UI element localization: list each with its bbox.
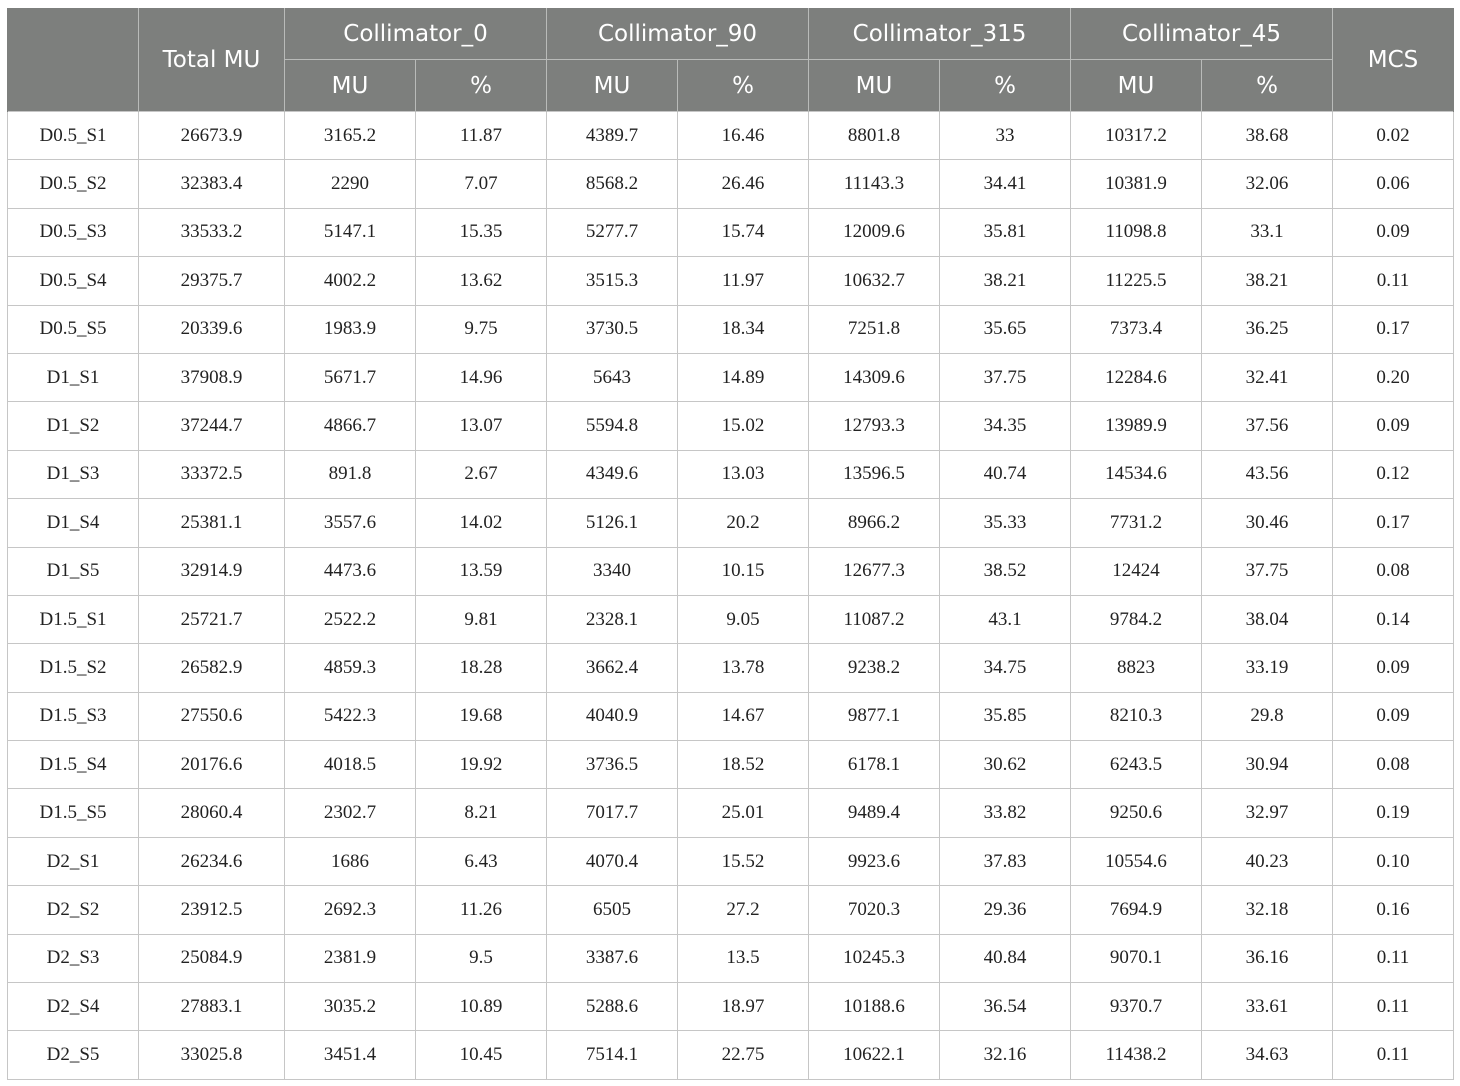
collimator-0-mu-cell: 3035.2: [285, 983, 416, 1031]
collimator-45-mu-cell: 11225.5: [1071, 257, 1202, 305]
collimator-45-percent-cell: 43.56: [1202, 450, 1333, 498]
collimator-315-mu-cell: 12009.6: [809, 208, 940, 256]
collimator-0-percent-cell: 9.5: [416, 934, 547, 982]
plan-name-cell: D1_S5: [8, 547, 139, 595]
subheader-percent: %: [416, 60, 547, 112]
collimator-45-mu-cell: 9070.1: [1071, 934, 1202, 982]
collimator-45-percent-cell: 33.1: [1202, 208, 1333, 256]
collimator-90-mu-cell: 3515.3: [547, 257, 678, 305]
table-row: [8, 934, 1454, 982]
collimator-0-mu-cell: 5147.1: [285, 208, 416, 256]
total-mu-cell: 33533.2: [139, 208, 285, 256]
collimator-45-percent-cell: 36.25: [1202, 305, 1333, 353]
table-row: [8, 1031, 1454, 1079]
table-row: [8, 257, 1454, 305]
collimator-45-mu-cell: 11098.8: [1071, 208, 1202, 256]
collimator-0-mu-cell: 2290: [285, 160, 416, 208]
collimator-0-mu-cell: 2692.3: [285, 886, 416, 934]
total-mu-cell: 33372.5: [139, 450, 285, 498]
collimator-90-percent-cell: 14.89: [678, 353, 809, 401]
collimator-315-percent-cell: 34.75: [940, 644, 1071, 692]
mcs-cell: 0.09: [1333, 208, 1454, 256]
collimator-315-percent-cell: 40.84: [940, 934, 1071, 982]
collimator-315-percent-cell: 30.62: [940, 741, 1071, 789]
subheader-percent: %: [940, 60, 1071, 112]
total-mu-cell: 27883.1: [139, 983, 285, 1031]
plan-name-cell: D2_S5: [8, 1031, 139, 1079]
mcs-cell: 0.09: [1333, 692, 1454, 740]
table-row: [8, 741, 1454, 789]
collimator-0-mu-cell: 2522.2: [285, 595, 416, 643]
plan-name-cell: D1.5_S2: [8, 644, 139, 692]
collimator-0-mu-cell: 2302.7: [285, 789, 416, 837]
collimator-45-mu-cell: 14534.6: [1071, 450, 1202, 498]
collimator-45-mu-cell: 9370.7: [1071, 983, 1202, 1031]
collimator-90-mu-cell: 5594.8: [547, 402, 678, 450]
total-mu-cell: 23912.5: [139, 886, 285, 934]
collimator-90-mu-cell: 5643: [547, 353, 678, 401]
plan-name-cell: D1_S4: [8, 499, 139, 547]
total-mu-cell: 32383.4: [139, 160, 285, 208]
collimator-315-percent-cell: 33.82: [940, 789, 1071, 837]
table-row: [8, 644, 1454, 692]
header-collimator-0: Collimator_0: [285, 8, 547, 60]
collimator-315-percent-cell: 38.52: [940, 547, 1071, 595]
collimator-315-mu-cell: 7020.3: [809, 886, 940, 934]
collimator-315-mu-cell: 12793.3: [809, 402, 940, 450]
collimator-90-percent-cell: 20.2: [678, 499, 809, 547]
total-mu-cell: 37908.9: [139, 353, 285, 401]
collimator-45-percent-cell: 38.21: [1202, 257, 1333, 305]
plan-name-cell: D0.5_S1: [8, 112, 139, 160]
collimator-45-percent-cell: 36.16: [1202, 934, 1333, 982]
collimator-315-percent-cell: 40.74: [940, 450, 1071, 498]
collimator-90-percent-cell: 15.74: [678, 208, 809, 256]
collimator-0-mu-cell: 3165.2: [285, 112, 416, 160]
table-row: [8, 692, 1454, 740]
collimator-315-percent-cell: 35.81: [940, 208, 1071, 256]
total-mu-cell: 25084.9: [139, 934, 285, 982]
collimator-0-percent-cell: 11.26: [416, 886, 547, 934]
mcs-cell: 0.17: [1333, 499, 1454, 547]
header-collimator-45: Collimator_45: [1071, 8, 1333, 60]
collimator-315-percent-cell: 38.21: [940, 257, 1071, 305]
collimator-45-mu-cell: 8210.3: [1071, 692, 1202, 740]
plan-name-cell: D1.5_S1: [8, 595, 139, 643]
collimator-0-percent-cell: 15.35: [416, 208, 547, 256]
collimator-0-percent-cell: 9.81: [416, 595, 547, 643]
plan-name-cell: D2_S1: [8, 837, 139, 885]
collimator-45-percent-cell: 29.8: [1202, 692, 1333, 740]
collimator-90-percent-cell: 9.05: [678, 595, 809, 643]
plan-name-cell: D1.5_S5: [8, 789, 139, 837]
collimator-0-mu-cell: 4473.6: [285, 547, 416, 595]
collimator-90-mu-cell: 6505: [547, 886, 678, 934]
table-row: [8, 499, 1454, 547]
collimator-90-mu-cell: 3730.5: [547, 305, 678, 353]
collimator-0-percent-cell: 19.92: [416, 741, 547, 789]
header-collimator-315: Collimator_315: [809, 8, 1071, 60]
collimator-0-percent-cell: 13.59: [416, 547, 547, 595]
collimator-45-percent-cell: 34.63: [1202, 1031, 1333, 1079]
table-row: [8, 789, 1454, 837]
mcs-cell: 0.19: [1333, 789, 1454, 837]
collimator-90-mu-cell: 5288.6: [547, 983, 678, 1031]
collimator-90-mu-cell: 4070.4: [547, 837, 678, 885]
collimator-315-mu-cell: 10245.3: [809, 934, 940, 982]
collimator-45-mu-cell: 11438.2: [1071, 1031, 1202, 1079]
collimator-0-mu-cell: 5671.7: [285, 353, 416, 401]
plan-name-cell: D1_S1: [8, 353, 139, 401]
collimator-90-mu-cell: 4040.9: [547, 692, 678, 740]
collimator-0-mu-cell: 3451.4: [285, 1031, 416, 1079]
collimator-90-percent-cell: 27.2: [678, 886, 809, 934]
table-row: [8, 402, 1454, 450]
collimator-0-mu-cell: 4018.5: [285, 741, 416, 789]
collimator-315-percent-cell: 35.33: [940, 499, 1071, 547]
table-row: [8, 208, 1454, 256]
collimator-45-percent-cell: 33.61: [1202, 983, 1333, 1031]
collimator-315-percent-cell: 37.75: [940, 353, 1071, 401]
total-mu-cell: 27550.6: [139, 692, 285, 740]
collimator-315-mu-cell: 7251.8: [809, 305, 940, 353]
collimator-315-percent-cell: 43.1: [940, 595, 1071, 643]
subheader-mu: MU: [1071, 60, 1202, 112]
collimator-315-mu-cell: 10622.1: [809, 1031, 940, 1079]
collimator-0-mu-cell: 4002.2: [285, 257, 416, 305]
plan-name-cell: D1.5_S4: [8, 741, 139, 789]
collimator-315-percent-cell: 34.35: [940, 402, 1071, 450]
collimator-45-percent-cell: 30.46: [1202, 499, 1333, 547]
table-row: [8, 837, 1454, 885]
table-row: [8, 353, 1454, 401]
plan-name-cell: D1.5_S3: [8, 692, 139, 740]
header-total-mu: Total MU: [139, 8, 285, 112]
subheader-mu: MU: [809, 60, 940, 112]
header-blank-cell: [8, 8, 139, 112]
collimator-0-percent-cell: 14.02: [416, 499, 547, 547]
collimator-0-percent-cell: 2.67: [416, 450, 547, 498]
collimator-45-mu-cell: 8823: [1071, 644, 1202, 692]
collimator-315-mu-cell: 9923.6: [809, 837, 940, 885]
collimator-90-percent-cell: 13.78: [678, 644, 809, 692]
table-row: [8, 160, 1454, 208]
collimator-90-mu-cell: 4389.7: [547, 112, 678, 160]
total-mu-cell: 20176.6: [139, 741, 285, 789]
collimator-315-percent-cell: 29.36: [940, 886, 1071, 934]
mcs-cell: 0.09: [1333, 644, 1454, 692]
collimator-0-percent-cell: 10.89: [416, 983, 547, 1031]
mcs-cell: 0.17: [1333, 305, 1454, 353]
collimator-45-mu-cell: 9250.6: [1071, 789, 1202, 837]
collimator-315-percent-cell: 34.41: [940, 160, 1071, 208]
collimator-0-percent-cell: 11.87: [416, 112, 547, 160]
collimator-0-mu-cell: 3557.6: [285, 499, 416, 547]
mcs-cell: 0.08: [1333, 741, 1454, 789]
collimator-315-mu-cell: 8966.2: [809, 499, 940, 547]
collimator-90-percent-cell: 18.34: [678, 305, 809, 353]
table-row: [8, 595, 1454, 643]
collimator-0-mu-cell: 1983.9: [285, 305, 416, 353]
collimator-0-mu-cell: 4866.7: [285, 402, 416, 450]
collimator-45-mu-cell: 6243.5: [1071, 741, 1202, 789]
collimator-45-percent-cell: 32.18: [1202, 886, 1333, 934]
total-mu-cell: 25721.7: [139, 595, 285, 643]
collimator-0-mu-cell: 4859.3: [285, 644, 416, 692]
collimator-315-mu-cell: 12677.3: [809, 547, 940, 595]
collimator-0-mu-cell: 891.8: [285, 450, 416, 498]
mcs-cell: 0.09: [1333, 402, 1454, 450]
collimator-90-percent-cell: 15.52: [678, 837, 809, 885]
collimator-90-percent-cell: 10.15: [678, 547, 809, 595]
collimator-315-mu-cell: 11143.3: [809, 160, 940, 208]
collimator-0-mu-cell: 5422.3: [285, 692, 416, 740]
subheader-mu: MU: [547, 60, 678, 112]
collimator-0-percent-cell: 7.07: [416, 160, 547, 208]
plan-name-cell: D2_S4: [8, 983, 139, 1031]
collimator-90-mu-cell: 7017.7: [547, 789, 678, 837]
collimator-45-mu-cell: 12424: [1071, 547, 1202, 595]
subheader-mu: MU: [285, 60, 416, 112]
collimator-90-mu-cell: 5277.7: [547, 208, 678, 256]
collimator-0-mu-cell: 1686: [285, 837, 416, 885]
plan-name-cell: D1_S2: [8, 402, 139, 450]
collimator-45-percent-cell: 32.41: [1202, 353, 1333, 401]
collimator-45-percent-cell: 33.19: [1202, 644, 1333, 692]
collimator-45-mu-cell: 10317.2: [1071, 112, 1202, 160]
collimator-90-percent-cell: 22.75: [678, 1031, 809, 1079]
collimator-90-mu-cell: 7514.1: [547, 1031, 678, 1079]
subheader-percent: %: [678, 60, 809, 112]
mcs-cell: 0.02: [1333, 112, 1454, 160]
collimator-45-percent-cell: 32.97: [1202, 789, 1333, 837]
collimator-90-mu-cell: 3340: [547, 547, 678, 595]
collimator-45-mu-cell: 12284.6: [1071, 353, 1202, 401]
collimator-90-percent-cell: 11.97: [678, 257, 809, 305]
collimator-90-percent-cell: 18.52: [678, 741, 809, 789]
table-header: [8, 8, 1454, 112]
collimator-315-mu-cell: 9489.4: [809, 789, 940, 837]
collimator-45-percent-cell: 37.75: [1202, 547, 1333, 595]
mcs-cell: 0.08: [1333, 547, 1454, 595]
collimator-45-percent-cell: 32.06: [1202, 160, 1333, 208]
total-mu-cell: 26673.9: [139, 112, 285, 160]
table-row: [8, 305, 1454, 353]
total-mu-cell: 20339.6: [139, 305, 285, 353]
total-mu-cell: 33025.8: [139, 1031, 285, 1079]
plan-name-cell: D1_S3: [8, 450, 139, 498]
collimator-0-percent-cell: 10.45: [416, 1031, 547, 1079]
collimator-315-percent-cell: 33: [940, 112, 1071, 160]
collimator-315-percent-cell: 35.85: [940, 692, 1071, 740]
total-mu-cell: 32914.9: [139, 547, 285, 595]
collimator-45-mu-cell: 13989.9: [1071, 402, 1202, 450]
table-row: [8, 983, 1454, 1031]
collimator-45-percent-cell: 37.56: [1202, 402, 1333, 450]
plan-name-cell: D0.5_S4: [8, 257, 139, 305]
collimator-0-percent-cell: 13.07: [416, 402, 547, 450]
total-mu-cell: 26582.9: [139, 644, 285, 692]
collimator-45-percent-cell: 40.23: [1202, 837, 1333, 885]
collimator-90-mu-cell: 5126.1: [547, 499, 678, 547]
collimator-0-percent-cell: 19.68: [416, 692, 547, 740]
plan-name-cell: D0.5_S2: [8, 160, 139, 208]
collimator-45-percent-cell: 30.94: [1202, 741, 1333, 789]
collimator-0-percent-cell: 6.43: [416, 837, 547, 885]
collimator-315-mu-cell: 11087.2: [809, 595, 940, 643]
collimator-0-percent-cell: 13.62: [416, 257, 547, 305]
collimator-90-mu-cell: 3387.6: [547, 934, 678, 982]
header-mcs: MCS: [1333, 8, 1454, 112]
table-row: [8, 112, 1454, 160]
mcs-cell: 0.11: [1333, 1031, 1454, 1079]
collimator-0-percent-cell: 18.28: [416, 644, 547, 692]
collimator-45-mu-cell: 7373.4: [1071, 305, 1202, 353]
collimator-315-mu-cell: 6178.1: [809, 741, 940, 789]
collimator-90-mu-cell: 4349.6: [547, 450, 678, 498]
table-row: [8, 547, 1454, 595]
plan-name-cell: D2_S2: [8, 886, 139, 934]
collimator-90-percent-cell: 13.03: [678, 450, 809, 498]
mcs-cell: 0.20: [1333, 353, 1454, 401]
mcs-cell: 0.11: [1333, 983, 1454, 1031]
collimator-315-percent-cell: 32.16: [940, 1031, 1071, 1079]
mcs-cell: 0.10: [1333, 837, 1454, 885]
collimator-315-percent-cell: 36.54: [940, 983, 1071, 1031]
plan-name-cell: D0.5_S5: [8, 305, 139, 353]
collimator-45-mu-cell: 7731.2: [1071, 499, 1202, 547]
collimator-315-mu-cell: 13596.5: [809, 450, 940, 498]
plan-name-cell: D2_S3: [8, 934, 139, 982]
subheader-percent: %: [1202, 60, 1333, 112]
collimator-45-mu-cell: 9784.2: [1071, 595, 1202, 643]
collimator-45-mu-cell: 7694.9: [1071, 886, 1202, 934]
total-mu-cell: 29375.7: [139, 257, 285, 305]
collimator-90-percent-cell: 25.01: [678, 789, 809, 837]
collimator-315-mu-cell: 8801.8: [809, 112, 940, 160]
collimator-90-mu-cell: 3736.5: [547, 741, 678, 789]
collimator-315-mu-cell: 10188.6: [809, 983, 940, 1031]
collimator-0-mu-cell: 2381.9: [285, 934, 416, 982]
collimator-90-mu-cell: 3662.4: [547, 644, 678, 692]
collimator-315-percent-cell: 35.65: [940, 305, 1071, 353]
collimator-315-mu-cell: 14309.6: [809, 353, 940, 401]
collimator-90-percent-cell: 26.46: [678, 160, 809, 208]
collimator-90-percent-cell: 14.67: [678, 692, 809, 740]
collimator-315-mu-cell: 9238.2: [809, 644, 940, 692]
collimator-90-percent-cell: 16.46: [678, 112, 809, 160]
total-mu-cell: 25381.1: [139, 499, 285, 547]
mcs-cell: 0.06: [1333, 160, 1454, 208]
mcs-cell: 0.12: [1333, 450, 1454, 498]
collimator-45-percent-cell: 38.68: [1202, 112, 1333, 160]
collimator-45-percent-cell: 38.04: [1202, 595, 1333, 643]
collimator-0-percent-cell: 14.96: [416, 353, 547, 401]
mcs-cell: 0.11: [1333, 257, 1454, 305]
mcs-cell: 0.16: [1333, 886, 1454, 934]
mu-collimator-table: [7, 8, 1454, 1080]
table-body: [8, 112, 1454, 1080]
header-collimator-90: Collimator_90: [547, 8, 809, 60]
total-mu-cell: 37244.7: [139, 402, 285, 450]
collimator-315-mu-cell: 9877.1: [809, 692, 940, 740]
collimator-90-percent-cell: 13.5: [678, 934, 809, 982]
table-row: [8, 450, 1454, 498]
mcs-cell: 0.14: [1333, 595, 1454, 643]
data-table-container: [7, 8, 1454, 1080]
total-mu-cell: 28060.4: [139, 789, 285, 837]
collimator-315-percent-cell: 37.83: [940, 837, 1071, 885]
mcs-cell: 0.11: [1333, 934, 1454, 982]
collimator-90-mu-cell: 2328.1: [547, 595, 678, 643]
collimator-45-mu-cell: 10381.9: [1071, 160, 1202, 208]
plan-name-cell: D0.5_S3: [8, 208, 139, 256]
total-mu-cell: 26234.6: [139, 837, 285, 885]
collimator-90-mu-cell: 8568.2: [547, 160, 678, 208]
collimator-315-mu-cell: 10632.7: [809, 257, 940, 305]
collimator-0-percent-cell: 8.21: [416, 789, 547, 837]
collimator-90-percent-cell: 18.97: [678, 983, 809, 1031]
collimator-0-percent-cell: 9.75: [416, 305, 547, 353]
collimator-45-mu-cell: 10554.6: [1071, 837, 1202, 885]
collimator-90-percent-cell: 15.02: [678, 402, 809, 450]
table-row: [8, 886, 1454, 934]
